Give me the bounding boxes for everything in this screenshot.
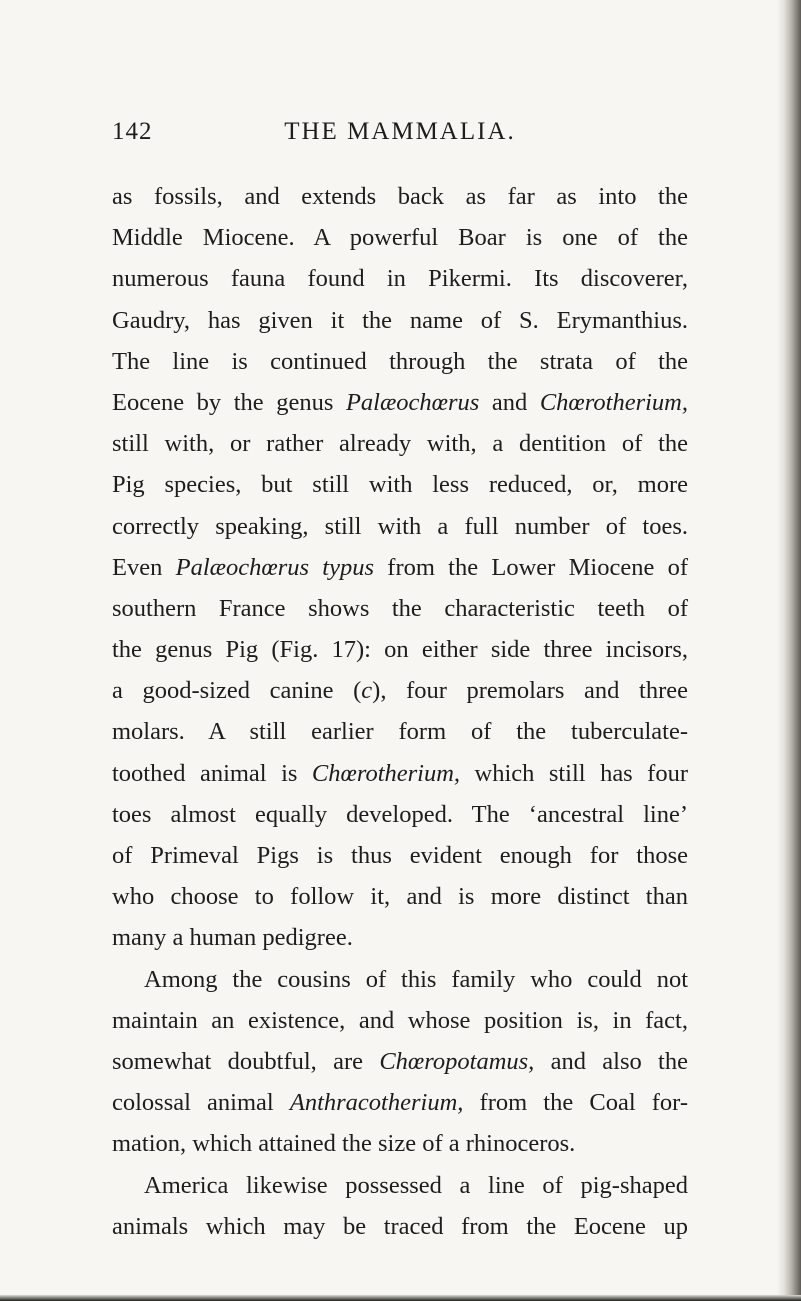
text-line [112, 670, 688, 711]
text-line [112, 753, 688, 794]
text-line: Middle Miocene. A powerful Boar is one of the [112, 224, 688, 252]
text-line: Among the cousins of this family who could not [144, 965, 688, 993]
text-line: mation, which attained the size of a rhinoceros. [112, 1130, 576, 1158]
genus-name: Chœrotherium, [311, 759, 461, 787]
text-run: and [479, 388, 540, 416]
genus-name: Chœropotamus, [379, 1047, 535, 1075]
genus-name: Anthracotherium, [289, 1089, 464, 1117]
text-line: toes almost equally developed. The ‘ancestral line’ [112, 800, 688, 828]
page-edge [783, 0, 801, 1301]
page-number: 142 [112, 118, 153, 145]
text-run: ), four premolars and three [372, 677, 689, 705]
text-line: of Primeval Pigs is thus evident enough for those [112, 842, 688, 869]
text-line: Pig species, but still with less reduced, or, more [112, 471, 688, 499]
text-run: a good-sized canine ( [112, 677, 362, 705]
text-run: from the Lower Miocene of [374, 553, 688, 581]
genus-name: Palæochœrus [345, 388, 480, 416]
text-line: molars. A still earlier form of the tuberculate- [112, 718, 688, 746]
figure-label: c [361, 677, 373, 705]
species-name: Palæochœrus typus [175, 553, 375, 581]
text-run: from the Coal for- [463, 1089, 688, 1117]
text-line: southern France shows the characteristic teeth of [112, 594, 688, 622]
genus-name: Chœrotherium, [539, 388, 688, 416]
text-line [112, 1041, 688, 1082]
text-line: America likewise possessed a line of pig-shaped [144, 1171, 688, 1199]
text-line [112, 1082, 688, 1123]
text-line: maintain an existence, and whose position is, in fact, [112, 1006, 688, 1034]
running-title: THE MAMMALIA. [284, 118, 516, 145]
text-line [112, 547, 688, 588]
text-line: who choose to follow it, and is more distinct than [112, 883, 688, 911]
text-line: numerous fauna found in Pikermi. Its discoverer, [112, 265, 688, 293]
text-line: correctly speaking, still with a full number of toes. [112, 512, 688, 540]
text-run: which still has four [460, 759, 688, 787]
text-run: Even [112, 553, 176, 581]
text-run: colossal animal [112, 1089, 290, 1117]
text-line [112, 382, 688, 423]
text-run: toothed animal is [112, 759, 312, 787]
text-line: still with, or rather already with, a dentition of the [112, 430, 688, 458]
text-line: Gaudry, has given it the name of S. Erymanthius. [112, 306, 688, 334]
text-run: Eocene by the genus [112, 388, 346, 416]
text-line: many a human pedigree. [112, 924, 353, 952]
page-bottom-edge [0, 1295, 801, 1301]
text-line: animals which may be traced from the Eocene up [112, 1212, 688, 1240]
text-run: somewhat doubtful, are [112, 1047, 380, 1075]
text-line: the genus Pig (Fig. 17): on either side three incisors, [112, 636, 688, 664]
text-line: The line is continued through the strata of the [112, 347, 688, 375]
page-header [112, 118, 688, 158]
text-run: and also the [534, 1047, 688, 1075]
text-line: as fossils, and extends back as far as into the [112, 183, 688, 210]
body-text [112, 176, 688, 1247]
